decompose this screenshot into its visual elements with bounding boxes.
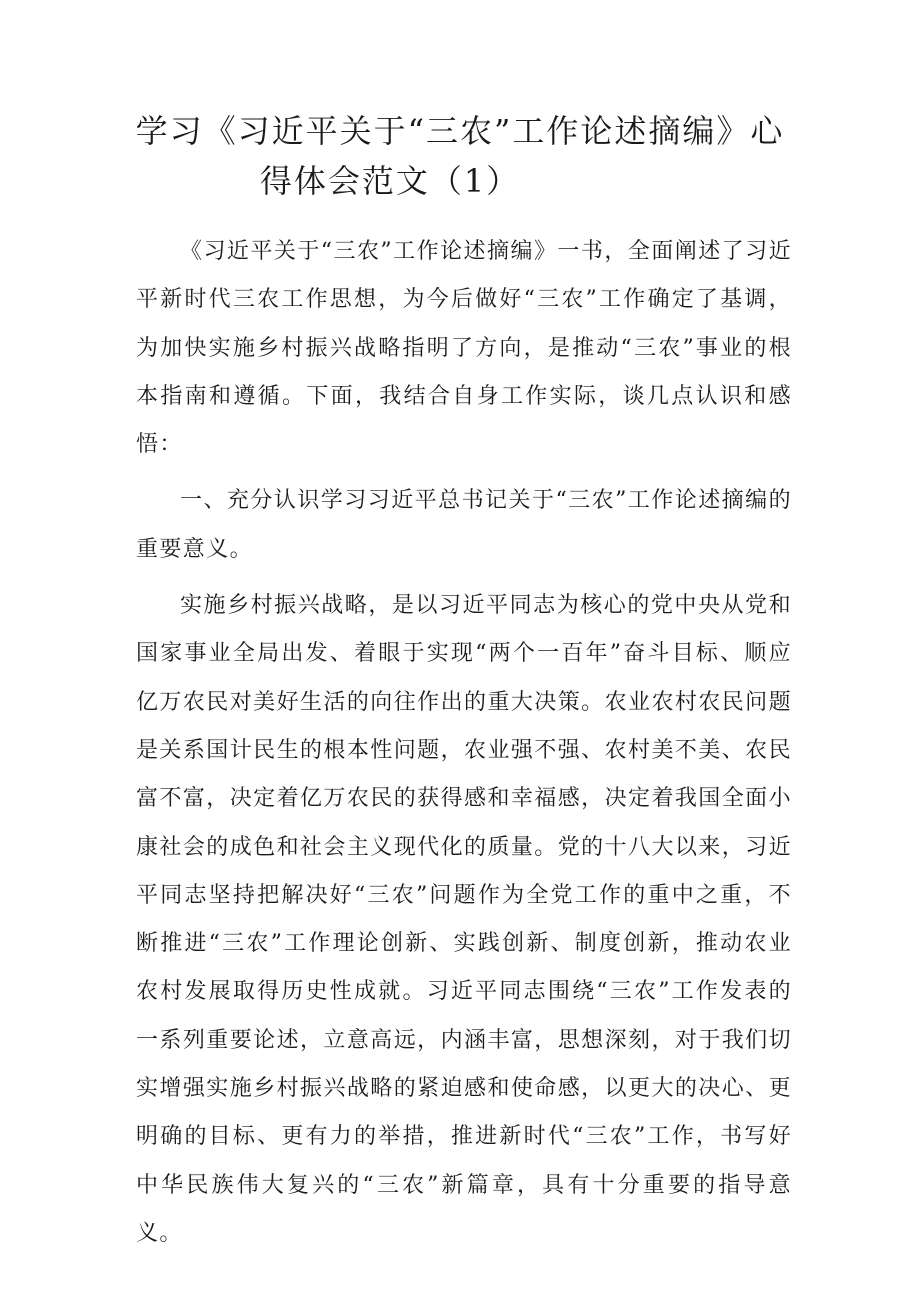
body-paragraph: 实施乡村振兴战略，是以习近平同志为核心的党中央从党和国家事业全局出发、着眼于实现“两个一百年”奋斗目标、顺应亿万农民对美好生活的向往作出的重大决策。农业农村农民问题是关系国计民生的根本性问题，农业强不强、农村美不美、农民富不富，决定着亿万农民的获得感和幸福感，决定着我国全面小康社会的成色和社会主义现代化的质量。党的十八大以来，习近平同志坚持把解决好“三农”问题作为全党工作的重中之重，不断推进“三农”工作理论创新、实践创新、制度创新，推动农业农村发展取得历史性成就。习近平同志围绕“三农”工作发表的一系列重要论述，立意高远，内涵丰富，思想深刻，对于我们切实增强实施乡村振兴战略的紧迫感和使命感，以更大的决心、更明确的目标、更有力的举措，推进新时代“三农”工作，书写好中华民族伟大复兴的“三农”新篇章，具有十分重要的指导意义。 <box>136 593 792 1246</box>
intro-paragraph: 《习近平关于“三农”工作论述摘编》一书，全面阐述了习近平新时代三农工作思想，为今后做好“三农”工作确定了基调，为加快实施乡村振兴战略指明了方向，是推动“三农”事业的根本指南和遵循。下面，我结合自身工作实际，谈几点认识和感悟： <box>136 239 792 458</box>
document-title <box>120 106 800 206</box>
title-line-2: 得体会范文（1） <box>259 162 521 200</box>
title-line-1: 学习《习近平关于“三农”工作论述摘编》心 <box>135 112 785 150</box>
section-heading: 一、充分认识学习习近平总书记关于“三农”工作论述摘编的重要意义。 <box>136 488 792 562</box>
document-body <box>136 228 792 1258</box>
